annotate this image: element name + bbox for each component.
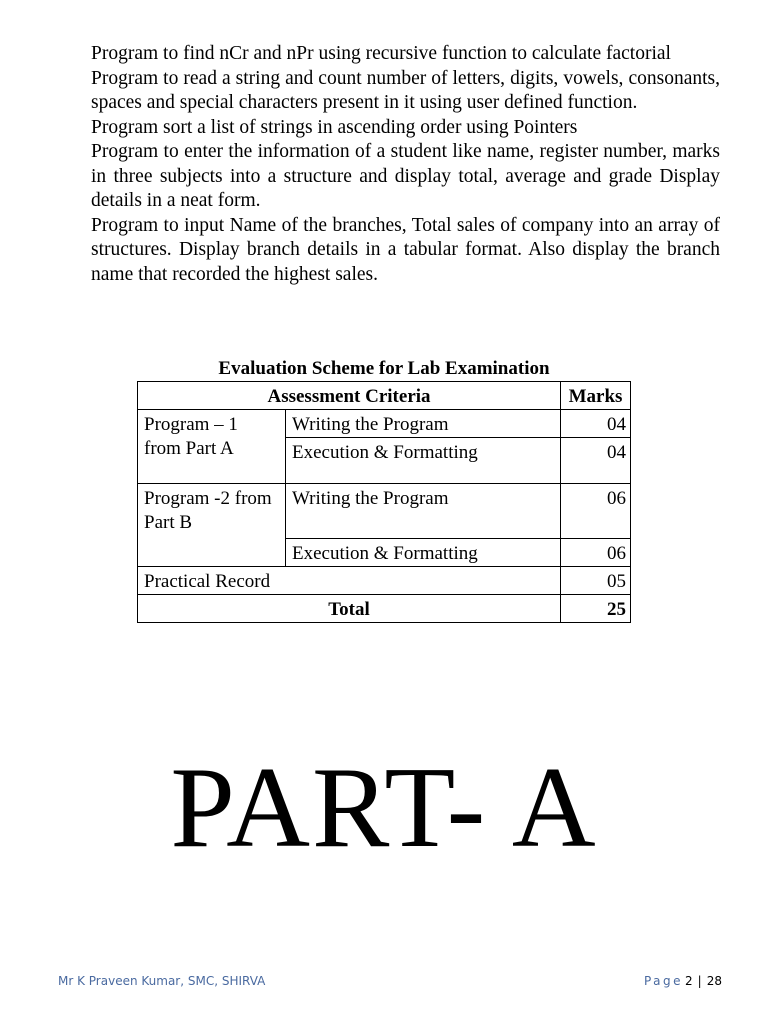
page-footer	[58, 971, 722, 991]
total-marks: 25	[561, 595, 631, 623]
table-header-row	[138, 382, 631, 410]
part-heading: PART- A	[170, 744, 598, 872]
page-current: 2	[685, 974, 693, 988]
table-row	[138, 410, 631, 438]
total-label: Total	[138, 595, 561, 623]
program-item: Program to find nCr and nPr using recursive function to calculate factorial	[91, 43, 671, 64]
program-list	[91, 42, 720, 287]
table-row	[138, 567, 631, 595]
program-item: Program to read a string and count number of letters, digits, vowels, consonants, spaces and special characters present in it using user defined function.	[91, 67, 720, 113]
program1-label: Program – 1 from Part A	[138, 410, 286, 484]
table-caption: Evaluation Scheme for Lab Examination	[218, 358, 550, 379]
record-label: Practical Record	[138, 567, 561, 595]
criteria-header: Assessment Criteria	[138, 382, 561, 410]
marks-cell: 06	[561, 484, 631, 539]
marks-cell: 04	[561, 438, 631, 484]
page-number	[644, 971, 722, 991]
marks-cell: 04	[561, 410, 631, 438]
page-total: 28	[706, 974, 722, 988]
criteria-cell: Writing the Program	[286, 410, 561, 438]
total-row	[138, 595, 631, 623]
evaluation-table	[137, 381, 631, 623]
marks-header: Marks	[561, 382, 631, 410]
criteria-cell: Execution & Formatting	[286, 438, 561, 484]
marks-cell: 06	[561, 539, 631, 567]
page-word: Page	[643, 974, 684, 988]
program-item: Program to enter the information of a student like name, register number, marks in three subjects into a structure and display total, average and grade Display details in a neat form.	[91, 141, 720, 211]
program2-label: Program -2 from Part B	[138, 484, 286, 567]
page-separator: |	[697, 974, 702, 988]
criteria-cell: Execution & Formatting	[286, 539, 561, 567]
table-row	[138, 484, 631, 539]
program-item: Program sort a list of strings in ascending order using Pointers	[91, 116, 578, 138]
program-item: Program to input Name of the branches, Total sales of company into an array of structures. Display branch details in a tabular format. Also display the branch name that recorded the highest sales.	[91, 214, 720, 285]
criteria-cell: Writing the Program	[286, 484, 561, 539]
marks-cell: 05	[561, 567, 631, 595]
footer-author: Mr K Praveen Kumar, SMC, SHIRVA	[58, 974, 266, 988]
